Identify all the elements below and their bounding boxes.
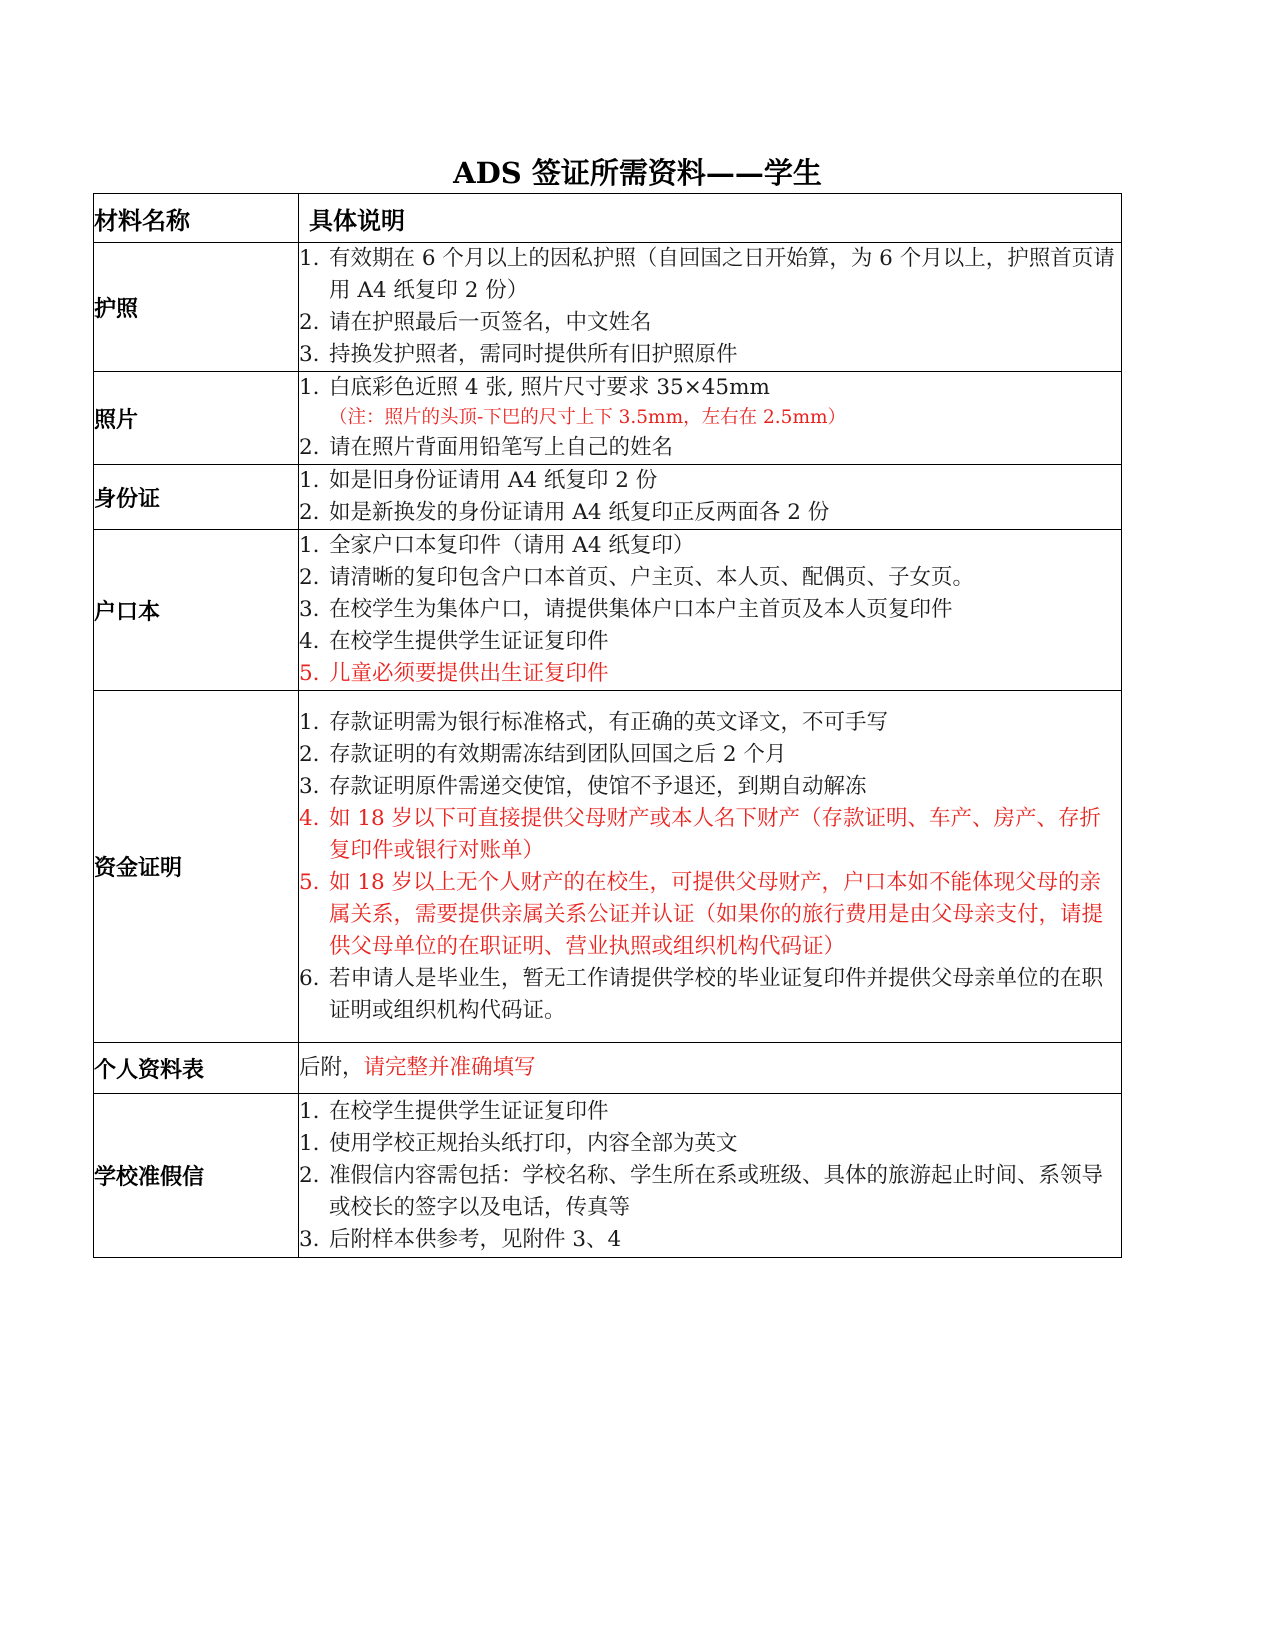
list-item: 4. 在校学生提供学生证证复印件	[299, 629, 609, 654]
table-row	[94, 243, 1122, 372]
profile-text: 后附，	[299, 1055, 364, 1080]
list-item: 2. 存款证明的有效期需冻结到团队回国之后 2 个月	[299, 741, 787, 767]
row-name-funds: 资金证明	[94, 691, 299, 1043]
list-item: 6. 若申请人是毕业生，暂无工作请提供学校的毕业证复印件并提供父母亲单位的在职证明或组织机构代码证。	[299, 965, 1104, 1023]
row-details-school	[299, 1094, 1122, 1258]
row-details-photo	[299, 372, 1122, 465]
list-item: 1. 有效期在 6 个月以上的因私护照（自回国之日开始算，为 6 个月以上，护照首页请用 A4 纸复印 2 份）	[299, 246, 1115, 303]
list-item: 4. 如 18 岁以下可直接提供父母财产或本人名下财产（存款证明、车产、房产、存折复印件或银行对账单）	[299, 805, 1102, 863]
table-row	[94, 1094, 1122, 1258]
list-item: 2. 准假信内容需包括：学校名称、学生所在系或班级、具体的旅游起止时间、系领导或校长的签字以及电话，传真等	[299, 1162, 1104, 1220]
list-item: 3. 后附样本供参考，见附件 3、4	[299, 1226, 622, 1252]
list-item: 1. 在校学生提供学生证证复印件	[299, 1098, 609, 1124]
row-details-idcard	[299, 465, 1122, 530]
table-row	[94, 530, 1122, 691]
list-item: 2. 请在照片背面用铅笔写上自己的姓名	[299, 435, 674, 460]
list-item: 3. 存款证明原件需递交使馆，使馆不予退还，到期自动解冻	[299, 773, 867, 799]
table-row	[94, 465, 1122, 530]
list-item: 1. 如是旧身份证请用 A4 纸复印 2 份	[299, 468, 658, 493]
row-name-hukou: 户口本	[94, 530, 299, 691]
row-details-hukou	[299, 530, 1122, 691]
list-item: 2. 如是新换发的身份证请用 A4 纸复印正反两面各 2 份	[299, 500, 830, 525]
list-item: 1. 全家户口本复印件（请用 A4 纸复印）	[299, 533, 695, 558]
row-name-idcard: 身份证	[94, 465, 299, 530]
row-name-photo: 照片	[94, 372, 299, 465]
header-material-name: 材料名称	[94, 194, 299, 243]
list-item: 1. 使用学校正规抬头纸打印，内容全部为英文	[299, 1130, 738, 1156]
row-name-profile: 个人资料表	[94, 1043, 299, 1094]
row-details-profile	[299, 1043, 1122, 1094]
row-details-funds	[299, 691, 1122, 1043]
list-item: 1. 存款证明需为银行标准格式，有正确的英文译文，不可手写	[299, 709, 889, 735]
list-item: 5. 儿童必须要提供出生证复印件	[299, 661, 609, 686]
row-name-passport: 护照	[94, 243, 299, 372]
row-name-school: 学校准假信	[94, 1094, 299, 1258]
table-row	[94, 372, 1122, 465]
list-item: 3. 在校学生为集体户口，请提供集体户口本户主首页及本人页复印件	[299, 597, 953, 622]
list-item: 2. 请清晰的复印包含户口本首页、户主页、本人页、配偶页、子女页。	[299, 565, 975, 590]
photo-size-note: （注：照片的头顶-下巴的尺寸上下 3.5mm，左右在 2.5mm）	[329, 407, 847, 428]
list-item: 1. 白底彩色近照 4 张, 照片尺寸要求 35×45mm	[299, 375, 770, 400]
header-details: 具体说明	[299, 194, 1122, 243]
profile-red-text: 请完整并准确填写	[363, 1055, 536, 1080]
table-row	[94, 691, 1122, 1043]
table-header-row	[94, 194, 1122, 243]
list-item: 2. 请在护照最后一页签名，中文姓名	[299, 310, 652, 335]
list-item: 3. 持换发护照者，需同时提供所有旧护照原件	[299, 342, 738, 367]
row-details-passport	[299, 243, 1122, 372]
requirements-table	[93, 193, 1122, 1258]
table-row	[94, 1043, 1122, 1094]
list-item: 5. 如 18 岁以上无个人财产的在校生，可提供父母财产，户口本如不能体现父母的亲属关系，需要提供亲属关系公证并认证（如果你的旅行费用是由父母亲支付，请提供父母单位的在职证明、营业执照或组织机构代码证）	[299, 869, 1104, 959]
document-title: ADS 签证所需资料——学生	[453, 156, 822, 190]
